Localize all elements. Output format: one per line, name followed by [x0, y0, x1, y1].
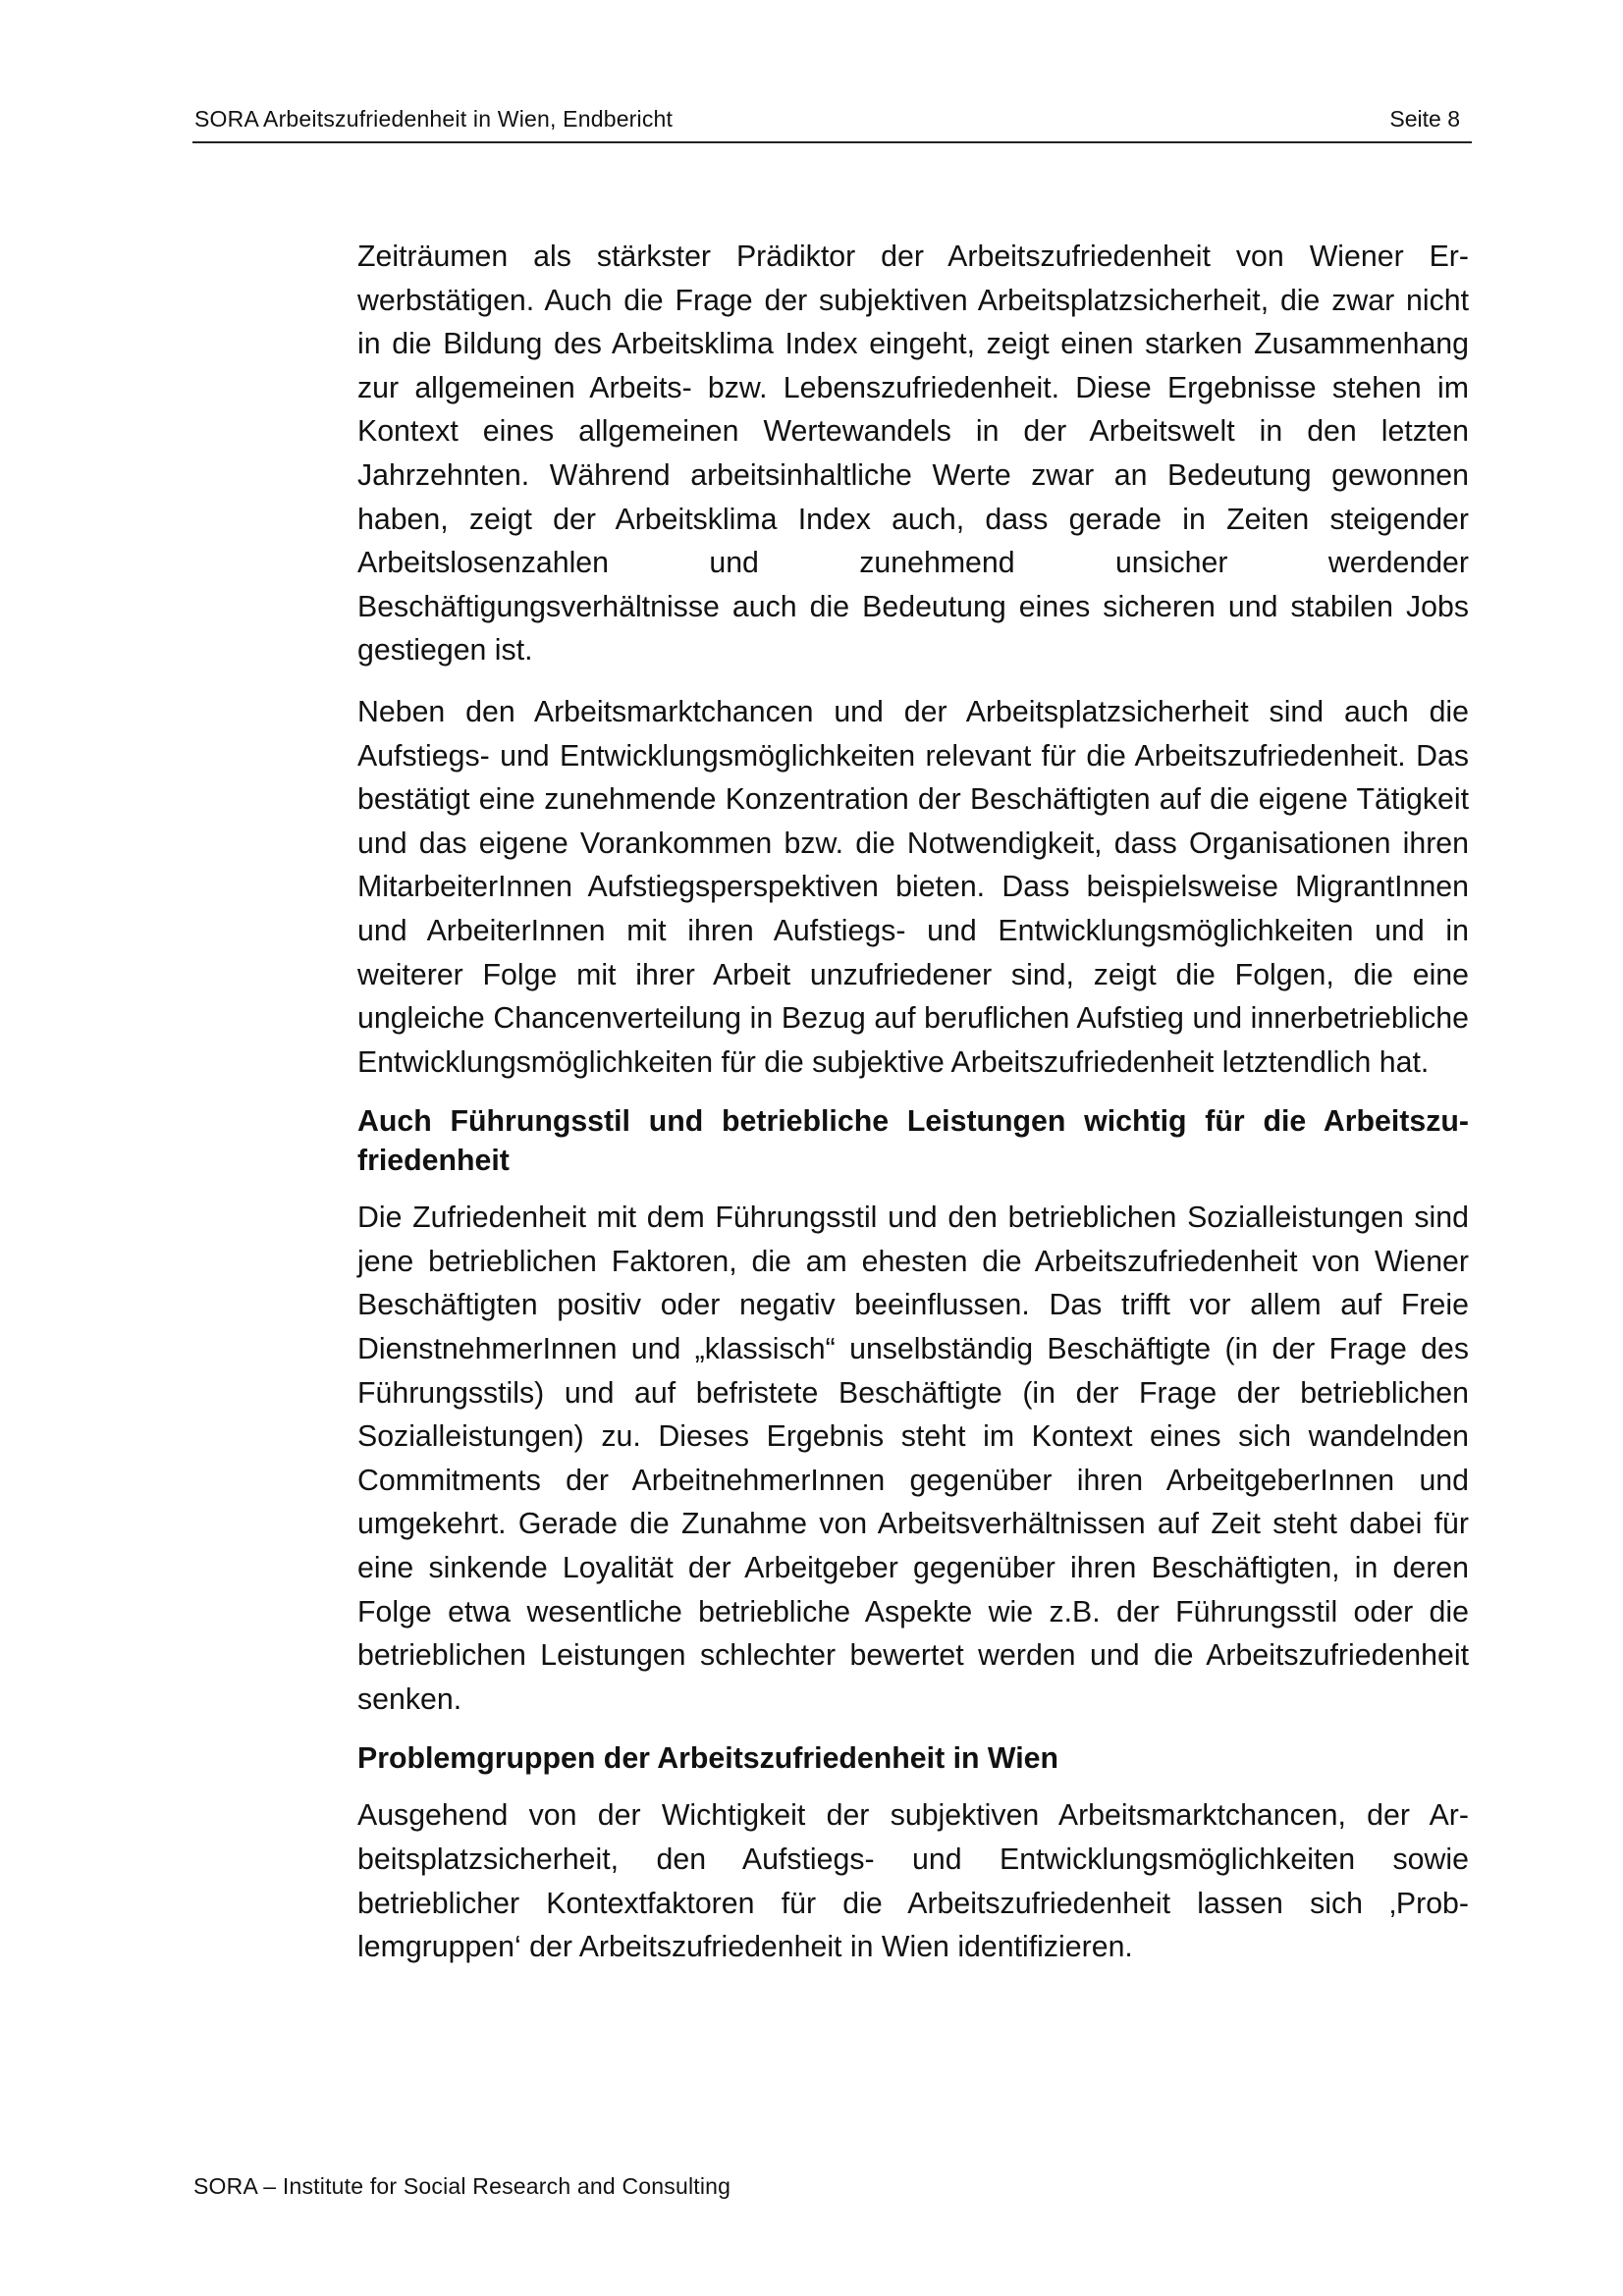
document-title: SORA Arbeitszufriedenheit in Wien, Endbericht	[194, 106, 674, 132]
page-number: Seite 8	[1389, 106, 1460, 132]
page-header	[192, 102, 1472, 143]
body-paragraph: Die Zufriedenheit mit dem Führungsstil und den betrieblichen Sozialleistungen sind jene betrieblichen Faktoren, die am ehesten die Arbeitszufriedenheit von Wiener Beschäftigten positiv oder negativ beeinflussen. Das trifft vor allem auf Freie DienstnehmerInnen und „klassisch“ unselbständig Beschäftigte (in der Frage des Führungsstils) und auf befristete Beschäftigte (in der Frage der betrieblichen Sozialleistungen) zu. Dieses Ergebnis steht im Kontext eines sich wandelnden Commitments der ArbeitnehmerInnen gegenüber ihren ArbeitgeberInnen und umgekehrt. Gerade die Zunahme von Arbeitsverhältnissen auf Zeit steht dabei für eine sinkende Loyalität der Arbeitgeber gegenüber ihren Beschäftigten, in deren Folge etwa wesentliche betriebliche Aspekte wie z.B. der Führungsstil oder die betrieblichen Leistungen schlechter bewertet werden und die Arbeitszufriedenheit senken.	[357, 1201, 1469, 1716]
body-paragraph: Ausgehend von der Wichtigkeit der subjektiven Arbeitsmarktchancen, der Arbeitsplatzsicherheit, den Aufstiegs- und Entwicklungsmöglichkeiten sowie betrieblicher Kontextfaktoren für die Arbeitszufriedenheit lassen sich ‚Problemgruppen‘ der Arbeitszufriedenheit in Wien identifizieren.	[357, 1799, 1469, 1964]
section-heading: Problemgruppen der Arbeitszufriedenheit in Wien	[357, 1742, 1059, 1776]
page-footer: SORA – Institute for Social Research and Consulting	[193, 2173, 731, 2199]
body-paragraph: Neben den Arbeitsmarktchancen und der Arbeitsplatzsicherheit sind auch die Aufstiegs- und Entwicklungsmöglichkeiten relevant für die Arbeitszufriedenheit. Das bestätigt eine zunehmende Konzentration der Beschäftigten auf die eigene Tätigkeit und das eigene Vorankommen bzw. die Notwendigkeit, dass Organisationen ihren MitarbeiterInnen Aufstiegsperspektiven bieten. Dass beispielsweise MigrantInnen und ArbeiterInnen mit ihren Aufstiegs- und Entwicklungsmöglichkeiten und in weiterer Folge mit ihrer Arbeit unzufriedener sind, zeigt die Folgen, die eine ungleiche Chancenverteilung in Bezug auf beruflichen Aufstieg und innerbetriebliche Entwicklungsmöglichkeiten für die subjektive Arbeitszufriedenheit letztendlich hat.	[357, 695, 1469, 1079]
body-paragraph: Zeiträumen als stärkster Prädiktor der Arbeitszufriedenheit von Wiener Erwerbstätigen. Auch die Frage der subjektiven Arbeitsplatzsicherheit, die zwar nicht in die Bildung des Arbeitsklima Index eingeht, zeigt einen starken Zusammenhang zur allgemeinen Arbeits- bzw. Lebenszufriedenheit. Diese Ergebnisse stehen im Kontext eines allgemeinen Wertewandels in der Arbeitswelt in den letzten Jahrzehnten. Während arbeitsinhaltliche Werte zwar an Bedeutung gewonnen haben, zeigt der Arbeitsklima Index auch, dass gerade in Zeiten steigender Arbeitslosenzahlen und zunehmend unsicher werdender Beschäftigungsverhältnisse auch die Bedeutung eines sicheren und stabilen Jobs gestiegen ist.	[357, 240, 1469, 667]
main-content	[357, 236, 1469, 1988]
section-heading: Auch Führungsstil und betriebliche Leistungen wichtig für die Arbeitszufriedenheit	[357, 1105, 1469, 1178]
